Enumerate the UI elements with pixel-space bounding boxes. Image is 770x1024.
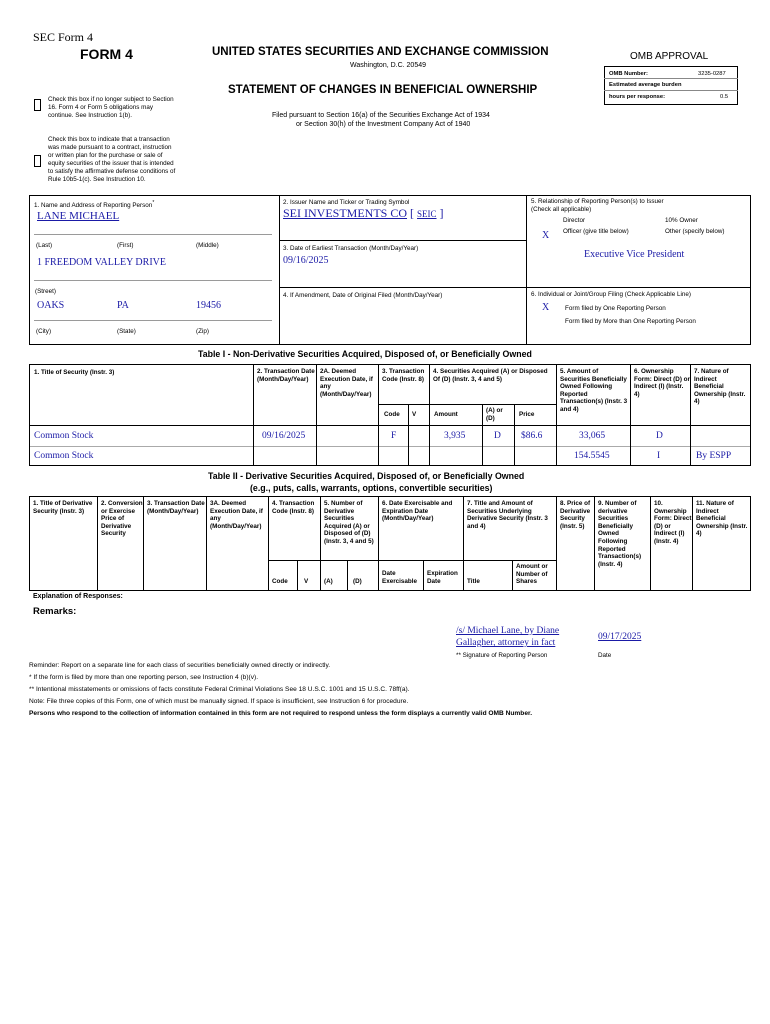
section5-label-1: 5. Relationship of Reporting Person(s) to Issuer [531,198,664,205]
table-row-2-title: Common Stock [34,451,94,461]
agency-city: Washington, D.C. 20549 [350,62,427,69]
t2-col-conversion: 2. Conversion or Exercise Price of Derivative Security [101,500,143,538]
table-row-1-form: D [656,431,663,441]
signature-line-1[interactable]: /s/ Michael Lane, by Diane [456,626,560,636]
table-row-1-amount: 3,935 [444,431,466,441]
other-option[interactable]: Other (specify below) [665,228,725,235]
t1-sub-v: V [412,411,417,418]
ticker-link[interactable]: SEIC [417,209,437,219]
t2-col-number: 5. Number of Derivative Securities Acquired (A) or Disposed of (D) (Instr. 3, 4 and 5) [324,500,374,545]
no-longer-subject-checkbox[interactable] [34,99,41,111]
section1-label: 1. Name and Address of Reporting Person* [34,200,155,210]
table-row-2-owned: 154.5545 [574,451,610,461]
note-misstatements: ** Intentional misstatements or omissions of facts constitute Federal Criminal Violations See 18 U.S.C. 1001 and 15 U.S.C. 78ff(a). [29,686,410,693]
table-row-2-form: I [657,451,661,461]
t2-col-price: 8. Price of Derivative Security (Instr. 5) [560,500,591,530]
reporting-person-name[interactable]: LANE MICHAEL [37,210,120,222]
t2-sub-d: (D) [353,578,362,585]
table2-title-1: Table II - Derivative Securities Acquired, Disposed of, or Beneficially Owned [208,471,525,481]
statement-title: STATEMENT OF CHANGES IN BENEFICIAL OWNERSHIP [228,84,538,96]
form-title: FORM 4 [80,46,133,62]
t2-sub-title: Title [467,578,480,585]
section2-label: 2. Issuer Name and Ticker or Trading Symbol [283,199,410,206]
middle-label: (Middle) [196,242,219,249]
signature-label: ** Signature of Reporting Person [456,652,548,659]
rule-10b5-checkbox[interactable] [34,155,41,167]
section6-label: 6. Individual or Joint/Group Filing (Check Applicable Line) [531,291,691,298]
t2-col-nature: 11. Nature of Indirect Beneficial Ownership (Instr. 4) [696,500,748,538]
filed-line-2: or Section 30(h) of the Investment Company Act of 1940 [296,121,471,128]
t2-sub-amount: Amount or Number of Shares [516,563,548,586]
omb-burden-label: Estimated average burden [609,82,682,88]
t2-col-code: 4. Transaction Code (Instr. 8) [272,500,315,515]
t2-col-form: 10. Ownership Form: Direct (D) or Indirect (I) (Instr. 4) [654,500,692,545]
t2-col-owned: 9. Number of derivative Securities Beneficially Owned Following Reported Transaction(s) (Instr. 4) [598,500,642,568]
multiple-person-option[interactable]: Form filed by More than One Reporting Person [565,318,696,325]
section4-label: 4. If Amendment, Date of Original Filed (Month/Day/Year) [283,292,443,299]
agency-title: UNITED STATES SECURITIES AND EXCHANGE COMMISSION [212,46,549,58]
no-longer-subject-text: Check this box if no longer subject to Section 16. Form 4 or Form 5 obligations may continue. See Instruction 1(b). [48,96,174,119]
t1-sub-price: Price [519,411,535,418]
street-label: (Street) [35,288,56,295]
t2-sub-expiration: Expiration Date [427,570,458,585]
section5-label-2: (Check all applicable) [531,206,592,213]
issuer-name-link[interactable]: SEI INVESTMENTS CO [283,206,408,220]
omb-title: OMB APPROVAL [630,51,709,62]
t2-sub-v: V [304,578,309,585]
date-label: Date [598,652,612,659]
t1-col-amount-owned: 5. Amount of Securities Beneficially Owned Following Reported Transaction(s) (Instr. 3 and 4) [560,368,628,413]
omb-number-label: OMB Number: [609,71,648,77]
note-omb: Persons who respond to the collection of information contained in this form are not required to respond unless the form displays a currently valid OMB Number. [29,710,533,717]
t2-sub-date-exercisable: Date Exercisable [382,570,418,585]
t2-sub-a: (A) [324,578,333,585]
table-row-1-date: 09/16/2025 [262,431,306,441]
zip-value: 19456 [196,300,221,311]
explanation-heading: Explanation of Responses: [33,593,123,600]
city-value: OAKS [37,300,65,311]
t2-col-deemed: 3A. Deemed Execution Date, if any (Month/Day/Year) [210,500,263,530]
t1-col-securities: 4. Securities Acquired (A) or Disposed Of (D) (Instr. 3, 4 and 5) [433,368,548,383]
t1-col-date: 2. Transaction Date (Month/Day/Year) [257,368,315,383]
street-address: 1 FREEDOM VALLEY DRIVE [37,257,166,268]
t2-sub-code: Code [272,578,288,585]
officer-title: Executive Vice President [584,249,685,260]
table-row-1-a-or-d: D [494,431,501,441]
note-copies: Note: File three copies of this Form, one of which must be manually signed. If space is insufficient, see Instruction 6 for procedure. [29,698,409,705]
director-option[interactable]: Director [563,217,586,224]
signature-line-2[interactable]: Gallagher, attorney in fact [456,638,556,648]
table-row-1-owned: 33,065 [579,431,606,441]
remarks-heading: Remarks: [33,606,77,617]
last-label: (Last) [36,242,53,249]
section3-label: 3. Date of Earliest Transaction (Month/Day/Year) [283,245,419,252]
earliest-transaction-date: 09/16/2025 [283,255,329,266]
one-person-option[interactable]: Form filed by One Reporting Person [565,305,666,312]
t1-col-deemed: 2A. Deemed Execution Date, if any (Month/Day/Year) [320,368,373,398]
table1-title: Table I - Non-Derivative Securities Acquired, Disposed of, or Beneficially Owned [198,349,532,359]
signature-date-wrap [598,631,641,642]
signature-block [456,625,559,649]
t2-col-title: 1. Title of Derivative Security (Instr. 3) [33,500,93,515]
reminder-text: Reminder: Report on a separate line for each class of securities beneficially owned directly or indirectly. [29,662,331,669]
omb-hours-label: hours per response: [609,94,666,100]
officer-check-mark: X [542,230,550,241]
omb-number-value: 3235-0287 [698,71,726,77]
omb-hours-value: 0.5 [720,94,729,100]
sec-form-label: SEC Form 4 [33,30,94,44]
city-label: (City) [36,328,52,335]
t2-col-underlying: 7. Title and Amount of Securities Underlying Derivative Security (Instr. 3 and 4) [467,500,548,530]
rule-10b5-text: Check this box to indicate that a transaction was made pursuant to a contract, instruction or written plan for the purchase or sale of equity securities of the issuer that is intended to satisfy the affirmative defense conditions of Rule 10b5-1(c). See Instruction 10. [48,136,176,183]
t1-col-code: 3. Transaction Code (Instr. 8) [382,368,425,383]
state-value: PA [117,300,129,311]
one-person-check-mark: X [542,302,550,313]
table-row-1-title: Common Stock [34,431,94,441]
ten-percent-owner-option[interactable]: 10% Owner [665,217,698,224]
state-label: (State) [117,328,136,335]
note-multiple-persons: * If the form is filed by more than one reporting person, see Instruction 4 (b)(v). [29,674,259,681]
table-row-1-price: $86.6 [521,431,543,441]
officer-option[interactable]: Officer (give title below) [563,228,629,235]
t1-sub-code: Code [384,411,400,418]
table-row-2-nature: By ESPP [696,451,732,461]
t1-col-title: 1. Title of Security (Instr. 3) [34,369,115,376]
zip-label: (Zip) [196,328,209,335]
t1-sub-a-or-d: (A) or (D) [486,407,503,422]
t1-sub-amount: Amount [434,411,458,418]
table2-title-2: (e.g., puts, calls, warrants, options, convertible securities) [250,483,493,493]
signature-date[interactable]: 09/17/2025 [598,632,642,642]
t2-col-date: 3. Transaction Date (Month/Day/Year) [147,500,205,515]
issuer-line: SEI INVESTMENTS CO [ SEIC ] [283,206,444,220]
filed-line-1: Filed pursuant to Section 16(a) of the Securities Exchange Act of 1934 [272,112,490,119]
first-label: (First) [117,242,134,249]
t1-col-nature: 7. Nature of Indirect Beneficial Ownership (Instr. 4) [694,368,746,406]
t2-col-exercisable: 6. Date Exercisable and Expiration Date (Month/Day/Year) [382,500,453,523]
table-row-1-code: F [391,431,397,441]
t1-col-ownership-form: 6. Ownership Form: Direct (D) or Indirect (I) (Instr. 4) [634,368,690,398]
